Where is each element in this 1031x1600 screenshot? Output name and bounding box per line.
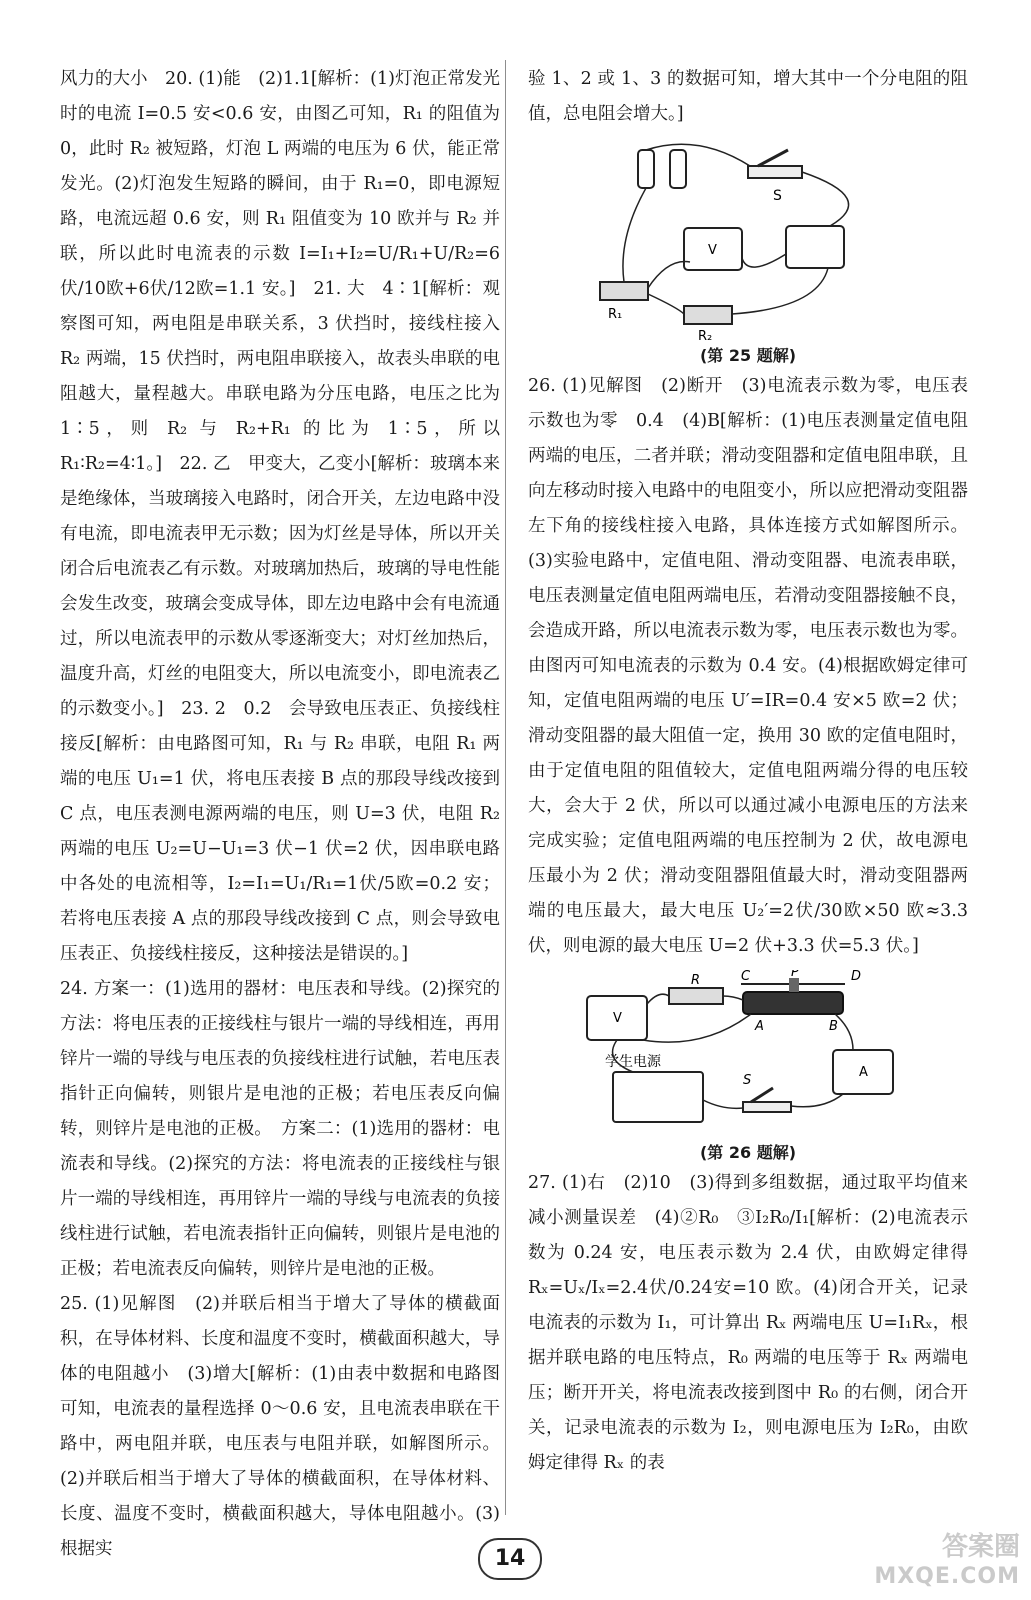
svg-text:B: B bbox=[829, 1019, 838, 1034]
svg-text:S: S bbox=[773, 188, 782, 204]
figure-25 bbox=[598, 138, 898, 343]
right-column bbox=[528, 62, 968, 1481]
svg-text:学生电源: 学生电源 bbox=[605, 1054, 661, 1070]
answer-26: 26. (1)见解图 (2)断开 (3)电流表示数为零，电压表示数也为零 0.4 (4)B[解析：(1)电压表测量定值电阻两端的电压，二者并联；滑动变阻器和定值电阻串联，且向左移动时接入电路中的电阻变小，所以应把滑动变阻器左下角的接线柱接入电路，具体连接方式如解图所示。(3)实验电路中，定值电阻、滑动变阻器、电流表串联，电压表测量定值电阻两端电压，若滑动变阻器接触不良，会造成开路，所以电流表示数为零，电压表示数也为零。由图丙可知电流表的示数为 0.4 安。(4)根据欧姆定律可知，定值电阻两端的电压 U′=IR=0.4 安×5 欧=2 伏；滑动变阻器的最大阻值一定，换用 30 欧的定值电阻时，由于定值电阻的阻值较大，定值电阻两端分得的电压较大，会大于 2 伏，所以可以通过减小电源电压的方法来完成实验；定值电阻两端的电压控制为 2 伏，故电源电压最小为 2 伏；滑动变阻器阻值最大时，滑动变阻器两端的电压最大，最大电压 U₂′=2伏/30欧×50 欧≈3.3 伏，则电源的最大电压 U=2 伏+3.3 伏=5.3 伏。] bbox=[528, 376, 968, 956]
switch-body bbox=[748, 166, 802, 178]
svg-text:A: A bbox=[755, 1019, 764, 1034]
svg-text:R₂: R₂ bbox=[698, 329, 713, 343]
rheostat bbox=[743, 992, 843, 1014]
power-supply bbox=[613, 1072, 703, 1122]
resistor-r2 bbox=[684, 306, 732, 324]
fixed-resistor bbox=[669, 988, 723, 1004]
figure-25-caption: (第 25 题解) bbox=[699, 346, 797, 365]
figure-26-caption: (第 26 题解) bbox=[699, 1143, 797, 1162]
svg-text:R: R bbox=[691, 973, 701, 988]
page-number: 14 bbox=[478, 1538, 542, 1580]
watermark-logo bbox=[840, 1530, 1020, 1596]
svg-text:V: V bbox=[708, 243, 717, 258]
column-divider bbox=[505, 60, 506, 1515]
answer-paragraph-25: 25. (1)见解图 (2)并联后相当于增大了导体的横截面积，在导体材料、长度和温度不变时，横截面积越大，导体的电阻越小 (3)增大[解析：(1)由表中数据和电路图可知，电流表的量程选择 0～0.6 安，且电流表串联在干路中，两电阻并联，电压表与电阻并联，如解图所示。(2)并联后相当于增大了导体的横截面积，在导体材料、长度、温度不变时，横截面积越大，导体电阻越小。(3)根据实 bbox=[60, 1294, 500, 1559]
svg-text:V: V bbox=[613, 1011, 622, 1026]
figure-26 bbox=[583, 970, 913, 1140]
svg-text:S: S bbox=[743, 1073, 752, 1088]
switch-body bbox=[743, 1102, 791, 1112]
battery-cell-2 bbox=[670, 150, 686, 188]
ammeter bbox=[786, 226, 844, 268]
watermark-line-1: 答案圈 bbox=[941, 1532, 1020, 1562]
answer-paragraph-20-23: 风力的大小 20. (1)能 (2)1.1[解析：(1)灯泡正常发光时的电流 I=0.5 安<0.6 安，由图乙可知，R₁ 的阻值为 0，此时 R₂ 被短路，灯泡 L 两端的电压为 6 伏，能正常发光。(2)灯泡发生短路的瞬间，由于 R₁=0，即电源短路，电流远超 0.6 安，则 R₁ 阻值变为 10 欧并与 R₂ 并联，所以此时电流表的示数 I=I₁+I₂=U/R₁+U/R₂=6伏/10欧+6伏/12欧=1.1 安。] 21. 大 4∶1[解析：观察图可知，两电阻是串联关系，3 伏挡时，接线柱接入 R₂ 两端，15 伏挡时，两电阻串联接入，故表头串联的电阻越大，量程越大。串联电路为分压电路，电压之比为 1∶5，则 R₂ 与 R₂+R₁ 的比为 1∶5，所以 R₁∶R₂=4∶1。] 22. 乙 甲变大，乙变小[解析：玻璃本来是绝缘体，当玻璃接入电路时，闭合开关，左边电路中没有电流，即电流表甲无示数；因为灯丝是导体，所以开关闭合后电流表乙有示数。对玻璃加热后，玻璃的导电性能会发生改变，玻璃会变成导体，即左边电路中会有电流通过，所以电流表甲的示数从零逐渐变大；对灯丝加热后，温度升高，灯丝的电阻变大，所以电流变小，即电流表乙的示数变小。] 23. 2 0.2 会导致电压表正、负接线柱接反[解析：由电路图可知，R₁ 与 R₂ 串联，电阻 R₁ 两端的电压 U₁=1 伏，将电压表接 B 点的那段导线改接到 C 点，电压表测电源两端的电压，则 U=3 伏，电阻 R₂ 两端的电压 U₂=U−U₁=3 伏−1 伏=2 伏，因串联电路中各处的电流相等，I₂=I₁=U₁/R₁=1伏/5欧=0.2 安；若将电压表接 A 点的那段导线改接到 C 点，则会导致电压表正、负接线柱接反，这种接法是错误的。] bbox=[60, 69, 500, 964]
answer-25-continued: 验 1、2 或 1、3 的数据可知，增大其中一个分电阻的阻值，总电阻会增大。] bbox=[528, 69, 968, 124]
answer-27: 27. (1)右 (2)10 (3)得到多组数据，通过取平均值来减小测量误差 (4)②R₀ ③I₂R₀/I₁[解析：(2)电流表示数为 0.24 安，电压表示数为 2.4 伏，由欧姆定律得 Rₓ=Uₓ/Iₓ=2.4伏/0.24安=10 欧。(4)闭合开关，记录电流表的示数为 I₁，可计算出 Rₓ 两端电压 U=I₁Rₓ，根据并联电路的电压特点，R₀ 两端的电压等于 Rₓ 两端电压；断开开关，将电流表改接到图中 R₀ 的右侧，闭合开关，记录电流表的示数为 I₂，则电源电压为 I₂R₀，由欧姆定律得 Rₓ 的表 bbox=[528, 1173, 968, 1473]
svg-text:C: C bbox=[741, 970, 751, 984]
battery-cell-1 bbox=[638, 150, 654, 188]
svg-text:P: P bbox=[791, 970, 799, 980]
watermark-line-2: MXQE.COM bbox=[874, 1564, 1020, 1589]
left-column bbox=[60, 62, 500, 1567]
circuit-diagram-25 bbox=[598, 138, 898, 343]
svg-text:D: D bbox=[851, 970, 862, 984]
switch-lever bbox=[758, 150, 788, 166]
svg-text:A: A bbox=[859, 1065, 868, 1080]
answer-paragraph-24: 24. 方案一：(1)选用的器材：电压表和导线。(2)探究的方法：将电压表的正接线柱与银片一端的导线相连，再用锌片一端的导线与电压表的负接线柱进行试触，若电压表指针正向偏转，则银片是电池的正极；若电压表反向偏转，则锌片是电池的正极。 方案二：(1)选用的器材：电流表和导线。(2)探究的方法：将电流表的正接线柱与银片一端的导线相连，再用锌片一端的导线与电流表的负接线柱进行试触，若电流表指针正向偏转，则银片是电池的正极；若电流表反向偏转，则锌片是电池的正极。 bbox=[60, 979, 500, 1279]
circuit-diagram-26 bbox=[583, 970, 913, 1140]
resistor-r1 bbox=[600, 282, 648, 300]
svg-text:R₁: R₁ bbox=[608, 307, 623, 322]
rheostat-slider bbox=[789, 978, 799, 992]
